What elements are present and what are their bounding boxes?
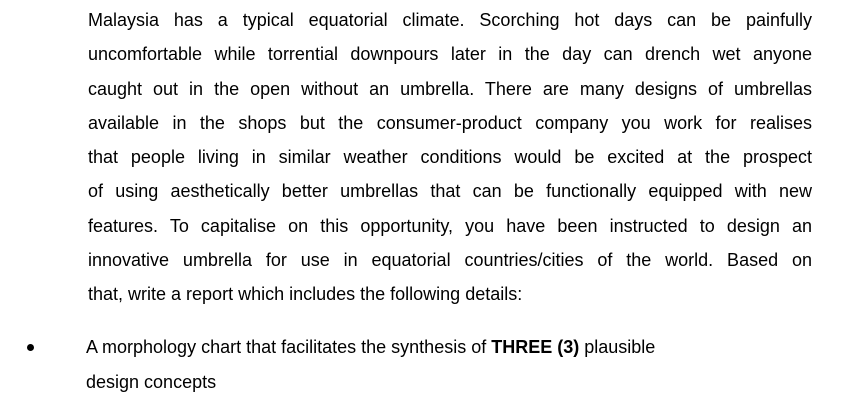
paragraph-line: available in the shops but the consumer-product company you work for realises: [88, 112, 812, 133]
paragraph-line: uncomfortable while torrential downpours later in the day can drench wet anyone: [88, 44, 812, 65]
paragraph-line: features. To capitalise on this opportunity, you have been instructed to design an: [88, 215, 812, 236]
paragraph-line: Malaysia has a typical equatorial climate. Scorching hot days can be painfully: [88, 10, 812, 30]
bullet-text-before: A morphology chart that facilitates the synthesis of: [86, 337, 492, 357]
bullet-text: [86, 330, 766, 399]
paragraph-line: caught out in the open without an umbrella. There are many designs of umbrellas: [88, 78, 812, 99]
bullet-text-after: plausible: [579, 337, 656, 357]
bullet-point-icon: [27, 344, 34, 351]
paragraph-line: of using aesthetically better umbrellas that can be functionally equipped with new: [88, 181, 812, 202]
instructions-paragraph: [88, 3, 812, 312]
bullet-second-line: design concepts: [86, 371, 217, 392]
paragraph-line: that people living in similar weather conditions would be excited at the prospect: [88, 147, 812, 168]
bullet-bold-text: THREE (3): [491, 337, 580, 357]
paragraph-line: innovative umbrella for use in equatorial countries/cities of the world. Based on: [88, 250, 812, 271]
paragraph-line: that, write a report which includes the following details:: [88, 284, 523, 305]
